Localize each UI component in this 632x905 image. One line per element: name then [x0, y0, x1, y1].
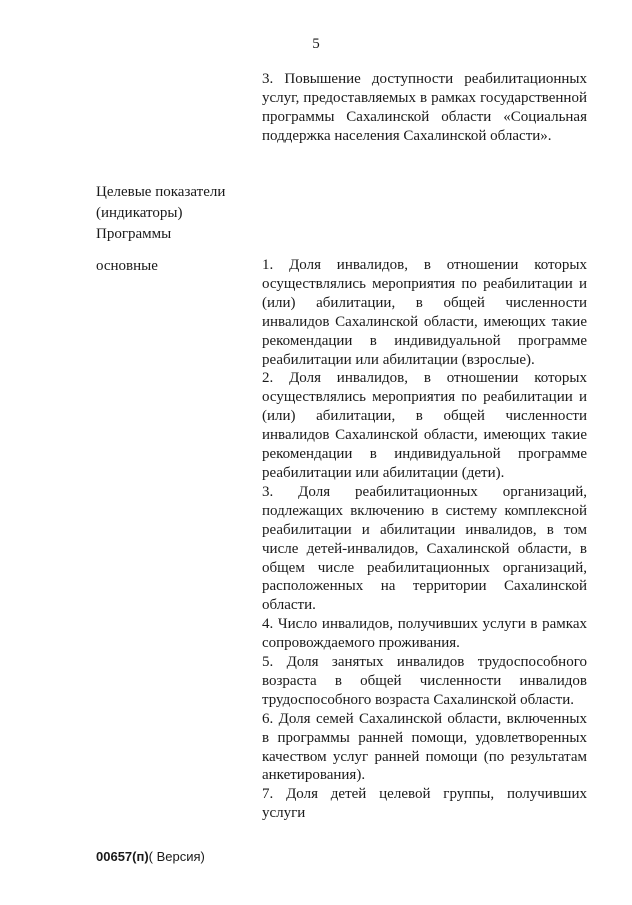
indicator-item: 7. Доля детей целевой группы, получивших услуги — [262, 786, 587, 822]
document-footer — [96, 849, 205, 864]
indicator-item: 5. Доля занятых инвалидов трудоспособного возраста в общей численности инвалидов трудоспособного возраста Сахалинской области. — [262, 654, 587, 708]
target-indicators-label — [96, 182, 246, 245]
intro-item: 3. Повышение доступности реабилитационных услуг, предоставляемых в рамках государственной программы Сахалинской области «Социальная поддержка населения Сахалинской области». — [262, 71, 587, 144]
target-indicators-label-line: (индикаторы) — [96, 205, 183, 221]
basic-indicators-label: основные — [96, 258, 158, 274]
intro-paragraph — [262, 70, 587, 146]
indicator-item: 3. Доля реабилитационных организаций, подлежащих включению в систему комплексной реабилитации и абилитации инвалидов, в том числе детей-инвалидов, Сахалинской области, в общем числе реабилитационных организаций, расположенных на территории Сахалинской области. — [262, 483, 587, 614]
indicator-item: 1. Доля инвалидов, в отношении которых осуществлялись мероприятия по реабилитации и (или) абилитации, в общей численности инвалидов Сахалинской области, имеющих такие рекомендации в индивидуальной программе реабилитации или абилитации (взрослые). — [262, 257, 587, 368]
target-indicators-label-line: Программы — [96, 226, 172, 242]
page-number: 5 — [312, 36, 320, 52]
document-code: 00657(п) — [96, 849, 149, 864]
indicators-list — [262, 256, 587, 823]
indicator-item: 2. Доля инвалидов, в отношении которых осуществлялись мероприятия по реабилитации и (или) абилитации, в общей численности инвалидов Сахалинской области, имеющих такие рекомендации в индивидуальной программе реабилитации или абилитации (дети). — [262, 370, 587, 481]
target-indicators-label-line: Целевые показатели — [96, 184, 226, 200]
document-version: ( Версия) — [148, 849, 205, 864]
indicator-item: 6. Доля семей Сахалинской области, включенных в программы ранней помощи, удовлетворенных качеством услуг ранней помощи (по результатам анкетирования). — [262, 710, 587, 784]
indicator-item: 4. Число инвалидов, получивших услуги в рамках сопровождаемого проживания. — [262, 616, 587, 652]
